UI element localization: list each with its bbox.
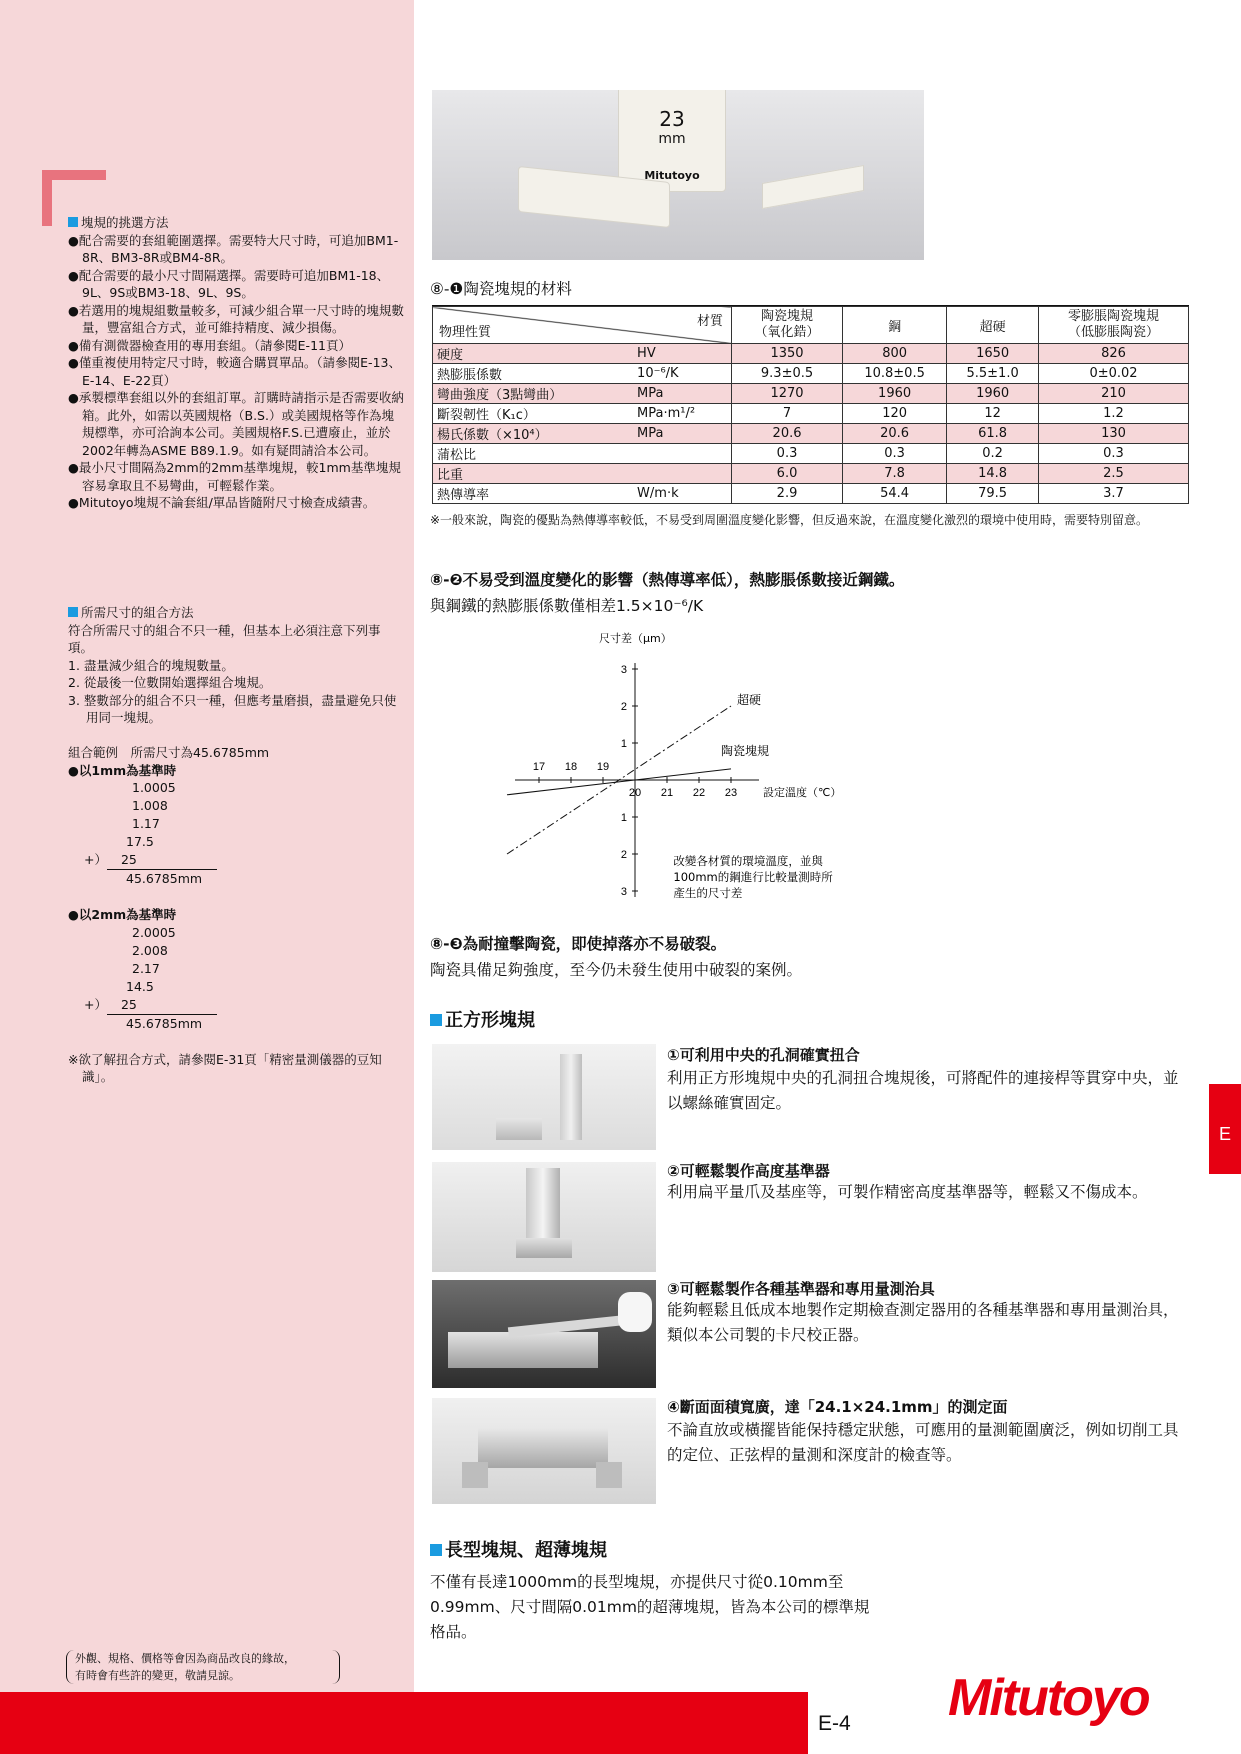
ceramic-gauge-photo xyxy=(432,90,924,260)
table-row xyxy=(433,364,1189,384)
table-cell: 2.9 xyxy=(732,484,843,504)
selection-item: ●若選用的塊規組數量較多，可減少組合單一尺寸時的塊規數量，豐富組合方式，並可維持精度、減少損傷。 xyxy=(68,302,404,335)
chapter-tab[interactable]: E xyxy=(1209,1084,1241,1174)
table-cell: 5.5±1.0 xyxy=(947,364,1039,384)
blue-square-icon xyxy=(68,217,78,227)
blue-square-icon xyxy=(430,1014,442,1026)
x-tick-label: 17 xyxy=(532,761,546,773)
example1-last-row xyxy=(68,851,404,870)
example2-value: 2.17 xyxy=(132,960,160,976)
y-tick-label: 3 xyxy=(620,664,627,676)
square-gauge-photo-2 xyxy=(432,1162,656,1272)
x-tick-label: 23 xyxy=(724,787,738,799)
row-label: 楊氏係數（×10⁴） xyxy=(433,424,634,444)
long-body: 不僅有長達1000mm的長型塊規，亦提供尺寸從0.10mm至0.99mm、尺寸間隔0.01mm的超薄塊規，皆為本公司的標準規格品。 xyxy=(430,1573,870,1641)
row-label: 熱傳導率 xyxy=(433,484,634,504)
feature-body: 利用扁平量爪及基座等，可製作精密高度基準器等，輕鬆又不傷成本。 xyxy=(667,1183,1148,1201)
chart-annotation: 改變各材質的環境溫度，並與 xyxy=(673,854,823,869)
table-cell: 79.5 xyxy=(947,484,1039,504)
table-header-row xyxy=(433,307,1189,344)
row-unit: HV xyxy=(633,344,732,364)
table-cell: 0.3 xyxy=(732,444,843,464)
feature-title: ③可輕鬆製作各種基準器和專用量測治具 xyxy=(667,1280,935,1298)
table-cell: 1960 xyxy=(843,384,947,404)
row-unit: MPa·m¹/² xyxy=(633,404,732,424)
table-cell: 1270 xyxy=(732,384,843,404)
footer-red-bar xyxy=(0,1692,808,1754)
table-row xyxy=(433,404,1189,424)
square-gauge-photo-1 xyxy=(432,1044,656,1150)
reference-note: ※欲了解扭合方式，請參閱E-31頁「精密量測儀器的豆知識」。 xyxy=(68,1051,382,1084)
example1-value: 17.5 xyxy=(126,834,154,849)
table-cell: 20.6 xyxy=(732,424,843,444)
table-cell: 210 xyxy=(1039,384,1189,404)
example2-value: 2.008 xyxy=(132,942,168,958)
selection-item: ●Mitutoyo塊規不論套組/單品皆隨附尺寸檢查成績書。 xyxy=(68,495,376,510)
selection-item: ●配合需要的最小尺寸間隔選擇。需要時可追加BM1-18、9L、9S或BM3-18、9L、9S。 xyxy=(68,267,390,300)
example1-value: 1.008 xyxy=(132,798,168,813)
x-tick-label: 20 xyxy=(628,787,642,799)
table-note: ※一般來說，陶瓷的優點為熱傳導率較低，不易受到周圍溫度變化影響，但反過來說，在溫度變化激烈的環境中使用時，需要特別留意。 xyxy=(430,513,1149,527)
long-heading: 長型塊規、超薄塊規 xyxy=(430,1536,607,1562)
square-heading: 正方形塊規 xyxy=(430,1006,535,1032)
gauge-block-thin xyxy=(762,165,864,209)
brand-logo: Mitutoyo xyxy=(948,1669,1149,1727)
table-cell: 20.6 xyxy=(843,424,947,444)
square-gauge-photo-4 xyxy=(432,1398,656,1504)
y-axis-label: 尺寸差（μm） xyxy=(599,632,672,645)
series-label: 超硬 xyxy=(737,693,762,707)
row-unit xyxy=(633,464,732,484)
example2-value: 2.0005 xyxy=(132,924,176,940)
chart-annotation: 產生的尺寸差 xyxy=(673,886,743,901)
row-unit: MPa xyxy=(633,424,732,444)
table-cell: 9.3±0.5 xyxy=(732,364,843,384)
selection-heading: 塊規的挑選方法 xyxy=(68,214,404,232)
table-row xyxy=(433,344,1189,364)
table-row xyxy=(433,464,1189,484)
example1-value: 1.17 xyxy=(132,816,160,831)
y-tick-label: 3 xyxy=(620,886,627,898)
selection-item: ●配合需要的套組範圍選擇。需要特大尺寸時，可追加BM1-8R、BM3-8R或BM4-8R。 xyxy=(68,232,399,265)
combo-rule: 2. 從最後一位數開始選擇組合塊規。 xyxy=(68,675,272,690)
table-cell: 54.4 xyxy=(843,484,947,504)
header-diagonal-cell xyxy=(433,307,732,344)
selection-item: ●僅重複使用特定尺寸時，較適合購買單品。（請參閱E-13、E-14、E-22頁） xyxy=(68,355,401,388)
y-tick-label: 2 xyxy=(620,701,627,713)
example2-title: ●以2mm為基準時 xyxy=(68,907,177,922)
selection-section xyxy=(68,214,404,512)
table-cell: 0.3 xyxy=(1039,444,1189,464)
combo-rule: 1. 盡量減少組合的塊規數量。 xyxy=(68,657,234,673)
column-header: 鋼 xyxy=(843,307,947,344)
row-unit: MPa xyxy=(633,384,732,404)
example2-total: 45.6785mm xyxy=(126,1015,203,1031)
feature-title: ②可輕鬆製作高度基準器 xyxy=(667,1162,830,1180)
footnote-line: 外觀、規格、價格等會因為商品改良的緣故， xyxy=(75,1652,295,1665)
table-row xyxy=(433,424,1189,444)
blue-square-icon xyxy=(430,1544,442,1556)
plus-mark: +） xyxy=(84,996,107,1012)
selection-item: ●備有測微器檢查用的專用套組。（請參閱E-11頁） xyxy=(68,337,351,353)
table-cell: 1960 xyxy=(947,384,1039,404)
table-cell: 61.8 xyxy=(947,424,1039,444)
example-section xyxy=(68,744,404,1086)
series-label: 陶瓷塊規 xyxy=(721,743,770,758)
gauge-block-large xyxy=(618,90,726,192)
row-unit: 10⁻⁶/K xyxy=(633,364,732,384)
gauge-label-unit: mm xyxy=(658,131,686,147)
example1-title: ●以1mm為基準時 xyxy=(68,762,177,778)
table-row xyxy=(433,444,1189,464)
feature-body: 能夠輕鬆且低成本地製作定期檢查測定器用的各種基準器和專用量測治具，類似本公司製的卡尺校正器。 xyxy=(667,1301,1179,1344)
feature-title: ④斷面面積寬廣，達「24.1×24.1mm」的測定面 xyxy=(667,1398,1008,1416)
table-cell: 1650 xyxy=(947,344,1039,364)
table-row xyxy=(433,384,1189,404)
table-cell: 120 xyxy=(843,404,947,424)
example-label: 組合範例 所需尺寸為45.6785mm xyxy=(68,745,270,760)
table-cell: 0.2 xyxy=(947,444,1039,464)
table-cell: 0.3 xyxy=(843,444,947,464)
gloved-hand xyxy=(618,1292,652,1332)
y-tick-label: 1 xyxy=(620,738,627,750)
table-cell: 826 xyxy=(1039,344,1189,364)
feature-body: 利用正方形塊規中央的孔洞扭合塊規後，可將配件的連接桿等貫穿中央，並以螺絲確實固定。 xyxy=(667,1069,1179,1112)
thermal-subtitle: 與鋼鐵的熱膨脹係數僅相差1.5×10⁻⁶/K xyxy=(430,597,704,615)
x-tick-label: 18 xyxy=(564,761,578,773)
table-cell: 3.7 xyxy=(1039,484,1189,504)
table-cell: 12 xyxy=(947,404,1039,424)
combo-heading: 所需尺寸的組合方法 xyxy=(68,604,404,622)
row-label: 硬度 xyxy=(433,344,634,364)
selection-item: ●最小尺寸間隔為2mm的2mm基準塊規，較1mm基準塊規容易拿取且不易彎曲，可輕鬆作業。 xyxy=(68,460,401,493)
footnote-line: 有時會有些許的變更，敬請見諒。 xyxy=(75,1669,240,1682)
table-cell: 0±0.02 xyxy=(1039,364,1189,384)
example1-value: 1.0005 xyxy=(132,780,176,795)
row-label: 比重 xyxy=(433,464,634,484)
square-gauge-photo-3 xyxy=(432,1280,656,1388)
row-label: 斷裂韌性（K₁c） xyxy=(433,404,634,424)
column-header: 零膨脹陶瓷塊規 （低膨脹陶瓷） xyxy=(1039,307,1189,344)
page-number: E-4 xyxy=(818,1712,851,1735)
support-block-right xyxy=(596,1462,622,1488)
combo-section xyxy=(68,604,404,727)
example1-total: 45.6785mm xyxy=(126,871,203,886)
table-cell: 1.2 xyxy=(1039,404,1189,424)
caliper-checker-base xyxy=(448,1332,598,1368)
column-header: 陶瓷塊規 （氧化鋯） xyxy=(732,307,843,344)
x-tick-label: 22 xyxy=(692,787,706,799)
thermal-title: ⑧-❷不易受到溫度變化的影響（熱傳導率低），熱膨脹係數接近鋼鐵。 xyxy=(430,571,905,589)
row-label: 熱膨脹係數 xyxy=(433,364,634,384)
table-cell: 800 xyxy=(843,344,947,364)
square-gauge-body xyxy=(478,1428,608,1468)
gauge-stack xyxy=(560,1054,582,1140)
gauge-accessory xyxy=(496,1118,542,1140)
blue-square-icon xyxy=(68,607,78,617)
x-tick-label: 19 xyxy=(596,761,610,773)
row-label: 彎曲強度（3點彎曲） xyxy=(433,384,634,404)
chart-annotation: 100mm的鋼進行比較量測時所 xyxy=(673,870,833,885)
row-label: 蒲松比 xyxy=(433,444,634,464)
impact-subtitle: 陶瓷具備足夠強度，至今仍未發生使用中破裂的案例。 xyxy=(430,961,803,979)
height-master-base xyxy=(516,1238,572,1258)
y-tick-label: 2 xyxy=(620,849,627,861)
feature-body: 不論直放或橫擺皆能保持穩定狀態，可應用的量測範圍廣泛，例如切削工具的定位、正弦桿的量測和深度計的檢查等。 xyxy=(667,1421,1179,1464)
table-cell: 1350 xyxy=(732,344,843,364)
thermal-expansion-chart xyxy=(480,630,860,920)
y-tick-label: 1 xyxy=(620,812,627,824)
example2-value: 14.5 xyxy=(126,978,154,994)
example1-value: 25 xyxy=(107,851,217,870)
impact-title: ⑧-❸為耐撞擊陶瓷，即使掉落亦不易破裂。 xyxy=(430,935,727,953)
x-axis-label: 設定溫度（℃） xyxy=(763,786,842,799)
x-tick-label: 21 xyxy=(660,787,674,799)
table-cell: 6.0 xyxy=(732,464,843,484)
selection-item: ●承製標準套組以外的套組訂單。訂購時請指示是否需要收納箱。此外，如需以英國規格（B.S.）或美國規格等作為塊規標準，亦可洽詢本公司。美國規格F.S.已遭廢止，並於2002年轉為ASME B89.1.9。如有疑問請洽本公司。 xyxy=(68,390,404,458)
gauge-brand: Mitutoyo xyxy=(644,169,700,182)
combo-rule: 3. 整數部分的組合不只一種，但應考量磨損，盡量避免只使用同一塊規。 xyxy=(68,692,397,725)
plus-mark: +） xyxy=(84,852,107,867)
row-unit: W/m·k xyxy=(633,484,732,504)
disclaimer-footnote xyxy=(66,1650,340,1684)
table-row xyxy=(433,484,1189,504)
table-cell: 130 xyxy=(1039,424,1189,444)
table-cell: 7 xyxy=(732,404,843,424)
table-cell: 7.8 xyxy=(843,464,947,484)
table-cell: 2.5 xyxy=(1039,464,1189,484)
header-left-label: 物理性質 xyxy=(439,325,492,340)
feature-title: ①可利用中央的孔洞確實扭合 xyxy=(667,1046,860,1064)
column-header: 超硬 xyxy=(947,307,1039,344)
header-right-label: 材質 xyxy=(697,314,724,329)
ceramic-properties-table xyxy=(432,306,1189,504)
combo-intro: 符合所需尺寸的組合不只一種，但基本上必須注意下列事項。 xyxy=(68,622,381,655)
example2-last-row xyxy=(68,996,404,1015)
support-block-left xyxy=(462,1462,488,1488)
example2-value: 25 xyxy=(107,996,217,1015)
height-master-column xyxy=(526,1168,560,1238)
row-unit xyxy=(633,444,732,464)
gauge-label-size: 23 xyxy=(659,107,685,131)
table-cell: 10.8±0.5 xyxy=(843,364,947,384)
ceramic-table-title: ⑧-❶陶瓷塊規的材料 xyxy=(430,280,572,298)
table-cell: 14.8 xyxy=(947,464,1039,484)
